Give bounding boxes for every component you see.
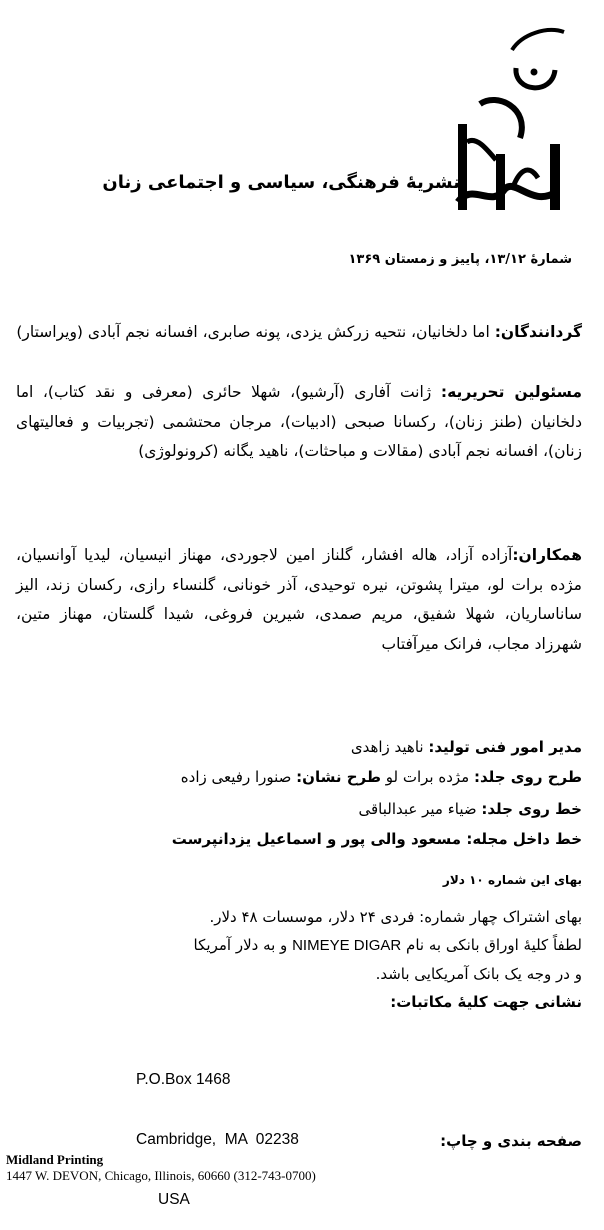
logo-design-name: صنورا رفیعی زاده (180, 768, 297, 786)
subscription-line-2 (16, 931, 582, 960)
inner-calligraphy-line (172, 830, 582, 848)
issue-price: بهای این شماره ۱۰ دلار (442, 873, 582, 887)
editors-paragraph (16, 318, 582, 348)
magazine-logo (452, 12, 572, 217)
printer-name: Midland Printing (6, 1152, 104, 1167)
collaborators-names: آزاده آزاد، هاله افشار، گلناز امین لاجوردی، مهناز انیسیان، لیدیا آوانسیان، مژده برات لو، میترا پشوتن، نیره توحیدی، آذر خونانی، گلنساء رازی، رکسان زند، الیز ساناساریان، شهلا شفیق، مریم صمدی، شیرین فروغی، شیدا گلستان، مهناز متین، شهرزاد مجاب، فرانک میرآفتاب (16, 546, 582, 653)
logo-design-label: طرح نشان: (296, 768, 381, 786)
collaborators-paragraph (16, 541, 582, 659)
production-manager-line (351, 738, 582, 756)
cover-calligraphy-line (358, 800, 582, 818)
cover-design-line (181, 768, 582, 786)
cover-design-label: طرح روی جلد: (473, 768, 582, 786)
payee-name: NIMEYE DIGAR (292, 937, 402, 954)
editors-names: اما دلخانیان، نتحیه زرکش یزدی، پونه صابری، افسانه نجم آبادی (ویراستار) (16, 323, 495, 341)
subscription-line-1: بهای اشتراک چهار شماره: فردی ۲۴ دلار، موسسات ۴۸ دلار. (209, 908, 582, 926)
address-label: نشانی جهت کلیهٔ مکاتبات: (390, 993, 582, 1011)
responsibles-names: ژانت آفاری (آرشیو)، شهلا حائری (معرفی و نقد کتاب)، اما دلخانیان (طنز زنان)، رکسانا صبحی (ادبیات)، مرجان محتشمی (تجربیات و فعالیتهای زنان)، افسانه نجم آبادی (مقالات و مباحثات)، ناهید یگانه (کرونولوژی) (16, 383, 582, 461)
cover-design-name: مژده برات لو (380, 768, 474, 786)
subscription-line-2-before: لطفاً کلیهٔ اوراق بانکی به نام (401, 936, 582, 954)
cover-calligraphy-label: خط روی جلد: (481, 800, 582, 818)
printer-address: 1447 W. DEVON, Chicago, Illinois, 60660 (312-743-0700) (6, 1168, 316, 1183)
address-line-1: P.O.Box 1468 (136, 1071, 231, 1088)
issue-number: شمارهٔ ۱۳/۱۲، پاییز و زمستان ۱۳۶۹ (348, 252, 572, 267)
responsibles-label: مسئولین تحریریه: (440, 383, 583, 401)
publication-subtitle: نشریهٔ فرهنگی، سیاسی و اجتماعی زنان (102, 172, 460, 193)
postal-address (136, 1030, 299, 1230)
production-name: ناهید زاهدی (350, 738, 429, 756)
printing-label: صفحه بندی و چاپ: (440, 1132, 582, 1150)
address-line-2: Cambridge, MA 02238 (136, 1131, 299, 1148)
inner-calligraphy-name: مسعود والی پور و اسماعیل یزدانپرست (171, 830, 467, 848)
address-line-3: USA (158, 1191, 190, 1208)
collaborators-label: همکاران: (512, 546, 582, 564)
subscription-line-2-after: و به دلار آمریکا (193, 936, 293, 954)
editorial-responsibles-paragraph (16, 378, 582, 467)
subscription-line-3: و در وجه یک بانک آمریکایی باشد. (375, 965, 582, 983)
editors-label: گردانندگان: (494, 323, 582, 341)
cover-calligraphy-name: ضیاء میر عبدالباقی (358, 800, 482, 818)
inner-calligraphy-label: خط داخل مجله: (466, 830, 582, 848)
subscription-paragraph (16, 903, 582, 1016)
production-label: مدیر امور فنی تولید: (428, 738, 582, 756)
